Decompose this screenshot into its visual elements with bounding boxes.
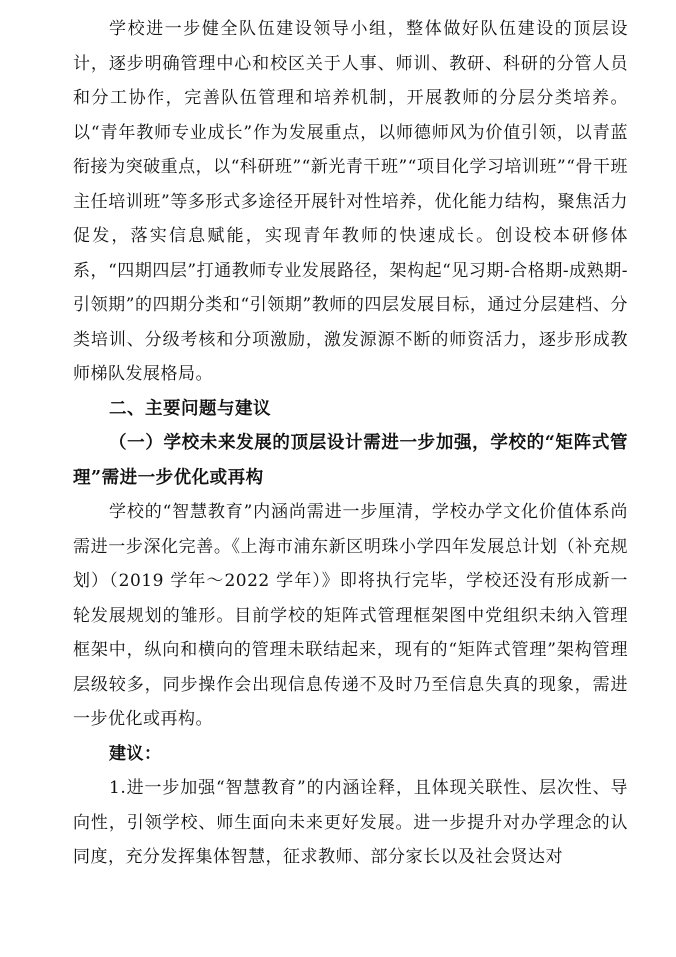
suggestion-label: 建议： bbox=[109, 743, 162, 764]
subsection-heading: （一）学校未来发展的顶层设计需进一步加强，学校的“矩阵式管理”需进一步优化或再构 bbox=[73, 433, 628, 488]
paragraph-suggestion-1: 1.进一步加强“智慧教育”的内涵诠释，且体现关联性、层次性、导向性，引领学校、师生面向未来更好发展。进一步提升对办学理念的认同度，充分发挥集体智慧，征求教师、部分家长以及社会贤达对 bbox=[73, 778, 628, 867]
paragraph-problem: 学校的“智慧教育”内涵尚需进一步厘清，学校办学文化价值体系尚需进一步深化完善。《上海市浦东新区明珠小学四年发展总计划（补充规划）（2019 学年～2022 学年）》即将执行完毕，学校还没有形成新一轮发展规划的雏形。目前学校的矩阵式管理框架图中党组织未纳入管理框架中，纵向和横向的管理未联结起来，现有的“矩阵式管理”架构管理层级较多，同步操作会出现信息传递不及时乃至信息失真的现象，需进一步优化或再构。 bbox=[73, 502, 628, 729]
paragraph-team-building: 学校进一步健全队伍建设领导小组，整体做好队伍建设的顶层设计，逐步明确管理中心和校区关于人事、师训、教研、科研的分管人员和分工协作，完善队伍管理和培养机制，开展教师的分层分类培养。以“青年教师专业成长”作为发展重点，以师德师风为价值引领，以青蓝衔接为突破重点，以“科研班”“新光青干班”“项目化学习培训班”“骨干班主任培训班”等多形式多途径开展针对性培养，优化能力结构，聚焦活力促发，落实信息赋能，实现青年教师的快速成长。创设校本研修体系，“四期四层”打通教师专业发展路径，架构起“见习期-合格期-成熟期-引领期”的四期分类和“引领期”教师的四层发展目标，通过分层建档、分类培训、分级考核和分项激励，激发源源不断的师资活力，逐步形成教师梯队发展格局。 bbox=[73, 19, 628, 384]
document-page bbox=[73, 12, 628, 875]
section-heading: 二、主要问题与建议 bbox=[109, 398, 271, 419]
